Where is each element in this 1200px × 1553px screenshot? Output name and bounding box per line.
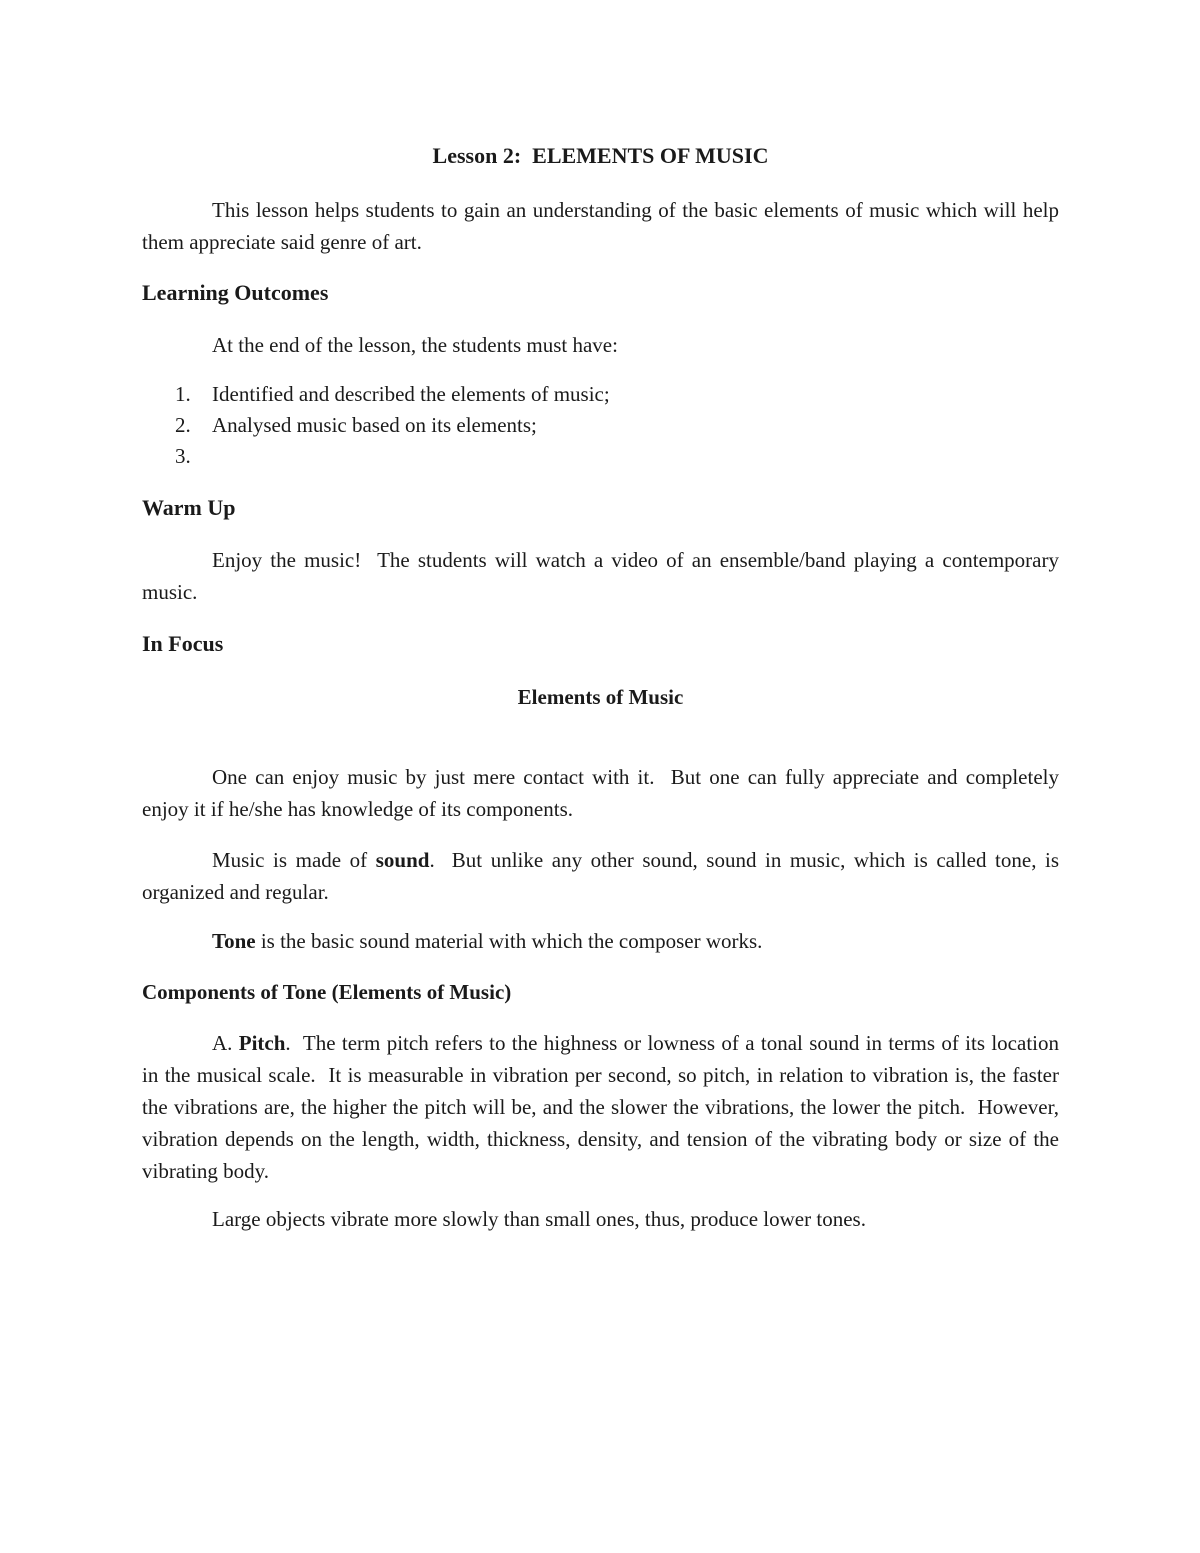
page-title: Lesson 2: ELEMENTS OF MUSIC	[432, 143, 769, 168]
large-objects-paragraph: Large objects vibrate more slowly than small ones, thus, produce lower tones.	[212, 1207, 866, 1231]
list-item	[142, 409, 1059, 440]
learning-outcomes-lead: At the end of the lesson, the students must have:	[212, 333, 618, 357]
list-item-number: 3.	[175, 444, 191, 468]
outcomes-list	[142, 378, 1059, 471]
components-heading: Components of Tone (Elements of Music)	[142, 980, 512, 1004]
intro-paragraph: This lesson helps students to gain an understanding of the basic elements of music which will help them appreciate said genre of art.	[142, 198, 1059, 254]
enjoy-music-paragraph: One can enjoy music by just mere contact with it. But one can fully appreciate and completely enjoy it if he/she has knowledge of its components.	[142, 765, 1065, 821]
sound-paragraph	[142, 844, 1065, 908]
list-item	[142, 440, 1059, 471]
tone-paragraph	[142, 925, 1059, 957]
sound-term: sound	[375, 848, 430, 872]
list-item	[142, 378, 1059, 409]
warm-up-paragraph: Enjoy the music! The students will watch a video of an ensemble/band playing a contemporary music.	[142, 548, 1065, 604]
learning-outcomes-heading: Learning Outcomes	[142, 280, 329, 305]
sound-post-text: . But unlike any other sound, sound in music, which is called tone, is organized and regular.	[142, 848, 1065, 904]
sound-pre-text: Music is made of	[212, 848, 376, 872]
in-focus-heading: In Focus	[142, 631, 224, 656]
list-item-number: 1.	[175, 382, 191, 406]
tone-term: Tone	[212, 929, 256, 953]
pitch-paragraph	[142, 1027, 1065, 1187]
list-item-text: Analysed music based on its elements;	[212, 413, 537, 437]
pitch-term: Pitch	[238, 1031, 286, 1055]
warm-up-heading: Warm Up	[142, 495, 236, 520]
elements-of-music-subheading: Elements of Music	[517, 685, 684, 709]
tone-post-text: is the basic sound material with which the composer works.	[255, 929, 763, 953]
pitch-definition: . The term pitch refers to the highness or lowness of a tonal sound in terms of its location in the musical scale. It is measurable in vibration per second, so pitch, in relation to vibration is, the faster the vibrations are, the higher the pitch will be, and the slower the vibrations, the lower the pitch. However, vibration depends on the length, width, thickness, density, and tension of the vibrating body or size of the vibrating body.	[142, 1031, 1065, 1183]
list-item-text: Identified and described the elements of music;	[212, 382, 610, 406]
list-item-number: 2.	[175, 413, 191, 437]
pitch-label-prefix: A.	[212, 1031, 239, 1055]
